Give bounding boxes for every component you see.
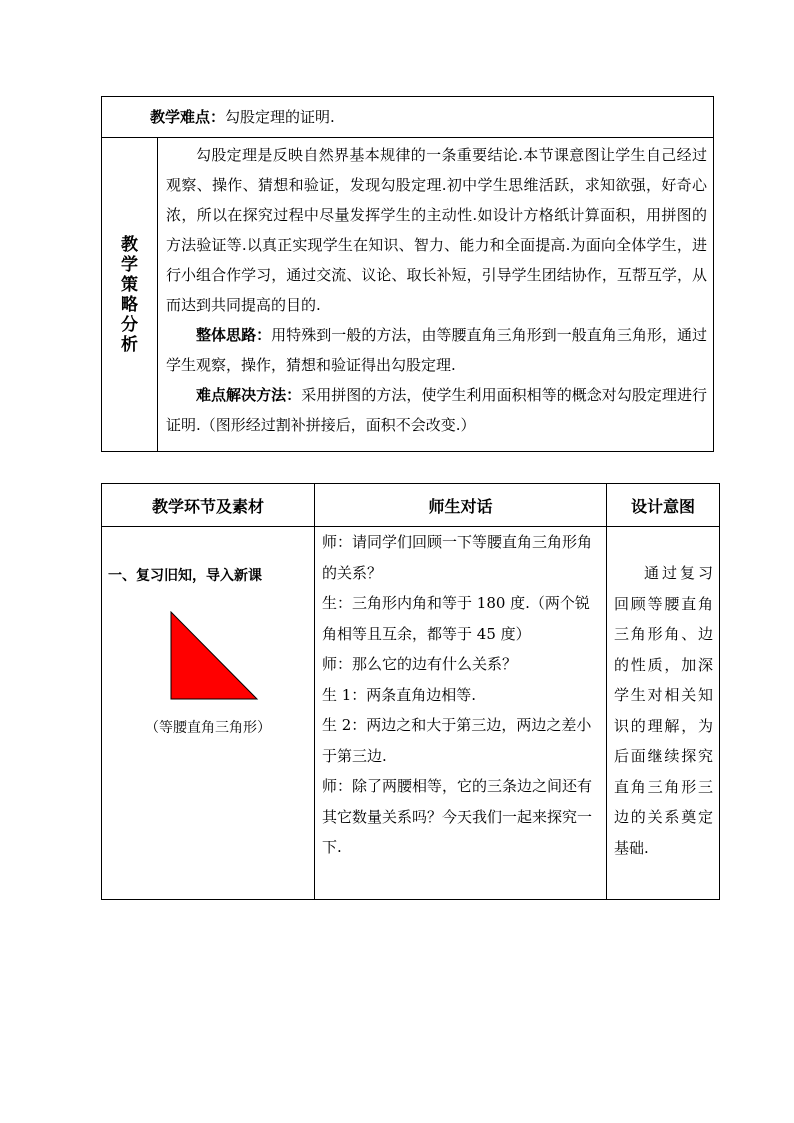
strategy-paragraph-1: 勾股定理是反映自然界基本规律的一条重要结论.本节课意图让学生自己经过观察、操作、猜想和验证，发现勾股定理.初中学生思维活跃，求知欲强，好奇心浓，所以在探究过程中尽量发挥学生的主动性.如设计方格纸计算面积，用拼图的方法验证等.以真正实现学生在知识、智力、能力和全面提高.为面向全体学生，进行小组合作学习，通过交流、议论、取长补短，引导学生团结协作，互帮互学，从而达到共同提高的目的. xyxy=(166,146,707,314)
section-title: 一、复习旧知，导入新课 xyxy=(108,568,262,584)
lesson-header-row xyxy=(102,484,720,527)
dialogue-line: 生：三角形内角和等于 180 度.（两个锐角相等且互余，都等于 45 度） xyxy=(322,594,590,643)
difficulty-row xyxy=(102,97,714,138)
dialogue-line: 生 1：两条直角边相等. xyxy=(322,685,477,704)
header-teaching-stage: 教学环节及素材 xyxy=(102,484,315,527)
lesson-row xyxy=(102,527,720,900)
dialogue-line: 师：除了两腰相等，它的三条边之间还有其它数量关系吗？今天我们一起来探究一下. xyxy=(322,777,593,856)
strategy-paragraph-3 xyxy=(166,380,707,440)
design-intent-text: 通过复习回顾等腰直角三角形角、边的性质，加深学生对相关知识的理解，为后面继续探究直角三角形三边的关系奠定基础. xyxy=(614,564,713,857)
dialogue-line: 师：请同学们回顾一下等腰直角三角形角的关系？ xyxy=(322,533,593,582)
strategy-paragraph-2 xyxy=(166,320,707,380)
strategy-label-char: 学 xyxy=(121,254,138,275)
difficulty-cell xyxy=(102,97,714,138)
overall-approach-label: 整体思路： xyxy=(196,326,272,344)
difficulty-text: 勾股定理的证明. xyxy=(225,108,335,126)
difficulty-solution-text: 采用拼图的方法，使学生利用面积相等的概念对勾股定理进行证明.（图形经过割补拼接后，面积不会改变.） xyxy=(166,386,707,434)
strategy-label-char: 策 xyxy=(121,274,138,295)
strategy-label xyxy=(102,138,158,452)
strategy-label-char: 析 xyxy=(121,334,138,355)
teaching-stage-cell xyxy=(102,527,315,900)
strategy-table xyxy=(101,96,714,452)
strategy-label-char: 略 xyxy=(121,294,138,315)
isosceles-right-triangle xyxy=(102,611,315,701)
header-dialogue: 师生对话 xyxy=(315,484,607,527)
dialogue-line: 师：那么它的边有什么关系？ xyxy=(322,655,518,673)
header-design-intent: 设计意图 xyxy=(607,484,720,527)
overall-approach-text: 用特殊到一般的方法，由等腰直角三角形到一般直角三角形，通过学生观察，操作，猜想和验证得出勾股定理. xyxy=(166,326,707,374)
design-intent-cell xyxy=(607,527,720,900)
triangle-shape xyxy=(171,612,257,699)
strategy-label-char: 教 xyxy=(121,234,138,255)
difficulty-solution-label: 难点解决方法： xyxy=(196,386,302,404)
difficulty-label: 教学难点： xyxy=(150,108,226,126)
dialogue-cell xyxy=(315,527,607,900)
triangle-caption: （等腰直角三角形） xyxy=(145,720,271,736)
strategy-row xyxy=(102,138,714,452)
dialogue-line: 生 2：两边之和大于第三边，两边之差小于第三边. xyxy=(322,716,592,765)
triangle-figure xyxy=(102,611,314,701)
strategy-label-char: 分 xyxy=(121,314,138,335)
lesson-table xyxy=(101,483,720,900)
strategy-content xyxy=(158,138,714,452)
